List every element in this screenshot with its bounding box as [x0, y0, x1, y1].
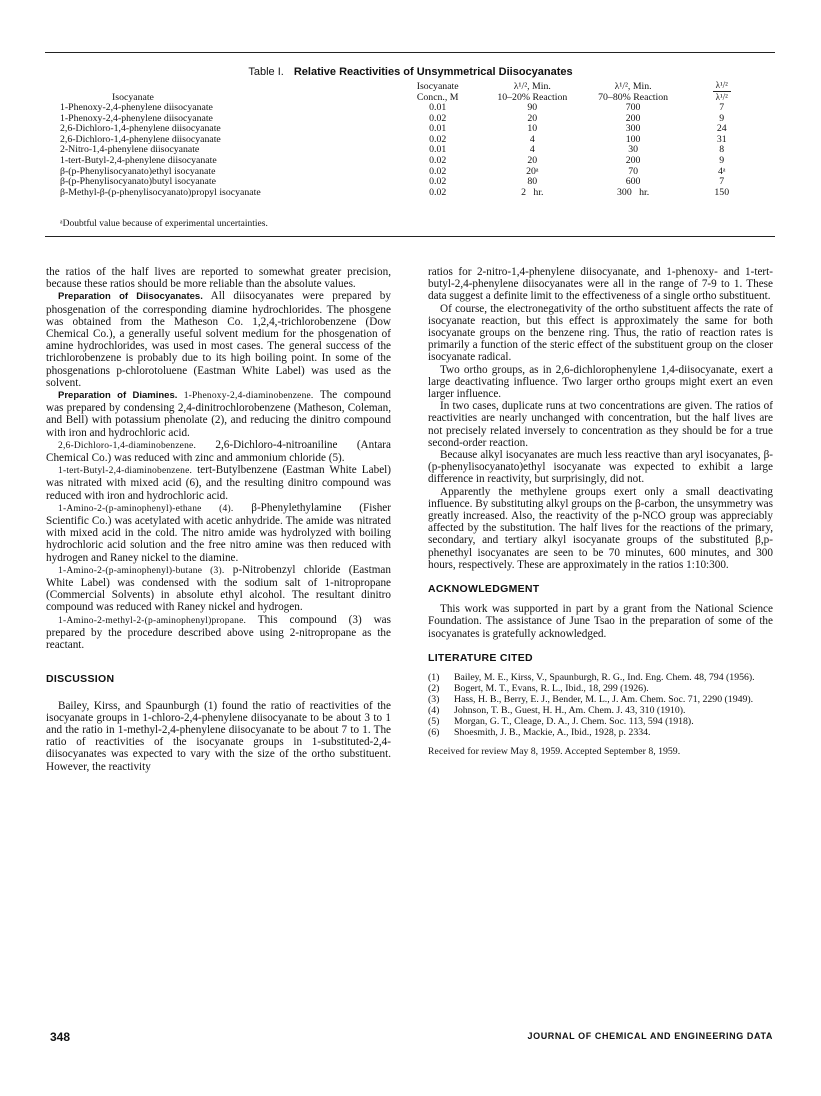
reference-text: Bailey, M. E., Kirss, V., Spaunburgh, R. G., Ind. Eng. Chem. 48, 794 (1956).: [454, 672, 755, 684]
cell-low-reaction: 4: [529, 133, 535, 145]
reference-item: [428, 705, 773, 716]
reference-text: Johnson, T. B., Guest, H. H., Am. Chem. J. 43, 310 (1910).: [454, 705, 686, 717]
paragraph: 1-Amino-2-methyl-2-(p-aminophenyl)propane. This compound (3) was prepared by the procedure described above using 2-nitropropane as the reactant.: [46, 613, 391, 652]
cell-concn: 0.01: [429, 102, 447, 113]
cell-concn: 0.02: [429, 133, 447, 145]
paragraph: Apparently the methylene groups exert only a small deactivating influence. By substituting alkyl groups on the β-carbon, the unsymmetry was greatly increased. Also, the reactivity of the p-NCO group was appreciably affected by the substitution. The half lives for the reactions of the primary, secondary, and tertiary alkyl isocyanate groups of the substituted β,p-phenethyl isocyanates are seen to be 70 minutes, 600 minutes, and 300 hours, respectively. These are approximately in the ratios 1:10:300.: [428, 485, 773, 571]
cell-ratio: 24: [716, 123, 727, 135]
cell-high-reaction: 30: [628, 144, 638, 156]
cell-concn: 0.02: [429, 176, 447, 188]
discussion-heading: DISCUSSION: [46, 673, 115, 686]
cell-low-reaction: 20ᵃ: [526, 165, 539, 177]
reference-item: [428, 694, 773, 705]
cell-isocyanate: β-(p-Phenylisocyanato)butyl isocyanate: [60, 176, 216, 188]
cell-concn: 0.01: [429, 144, 447, 156]
run-in-heading: Preparation of Diisocyanates.: [58, 291, 203, 303]
cell-low-reaction: 90: [527, 102, 538, 113]
cell-isocyanate: 1-Phenoxy-2,4-phenylene diisocyanate: [60, 112, 213, 124]
cell-high-reaction: 300 hr.: [617, 186, 650, 198]
reference-number: (4): [428, 705, 440, 717]
paragraph: 1-Amino-2-(p-aminophenyl)-ethane (4). β-Phenylethylamine (Fisher Scientific Co.) was acetylated with acetic anhydride. The amide was nitrated with mixed acid in the cold. The nitro amide was hydrolyzed with boiling hydrochloric acid solution and the free nitro amine was then reduced with hydrogen and Raney nickel to the diamine.: [46, 501, 391, 564]
cell-isocyanate: 1-tert-Butyl-2,4-phenylene diisocyanate: [60, 154, 217, 166]
reference-number: (1): [428, 672, 440, 684]
reference-text: Morgan, G. T., Cleage, D. A., J. Chem. Soc. 113, 594 (1918).: [454, 716, 694, 728]
header-ratio: $\frac{\text{λ¹/²}}{\text{λ¹/²}}$: [683, 80, 760, 103]
reference-number: (3): [428, 694, 440, 706]
page-number: 348: [50, 1030, 71, 1044]
paragraph: the ratios of the half lives are reported to somewhat greater precision, because these ratios should be more reliable than the absolute values.: [46, 266, 391, 291]
table-body: [60, 103, 760, 198]
paragraph: Because alkyl isocyanates are much less reactive than aryl isocyanates, β-(p-phenylisocyanato)ethyl isocyanate was expected to exhibit a large difference in reactivity, but surprisingly, did not.: [428, 449, 773, 486]
header-isocyanate: Isocyanate: [112, 92, 154, 103]
table-header-row: [60, 80, 760, 103]
header-concn: Isocyanate Concn., M: [416, 81, 459, 103]
table-row: [60, 103, 760, 114]
cell-high-reaction: 200: [625, 112, 641, 124]
paragraph: Two ortho groups, as in 2,6-dichlorophenylene 1,4-diisocyanate, exert a large deactivating influence. Two larger ortho groups might exert an even larger influence.: [428, 363, 773, 401]
paragraph: Of course, the electronegativity of the ortho substituent affects the rate of isocyanate reaction, but this effect is approximately the same for both isocyanate groups on the benzene ring. Thus, the ratio of reaction rates is primarily a function of the steric effect of the substituent group on the closer isocyanate radical.: [428, 302, 773, 364]
cell-high-reaction: 200: [625, 154, 641, 166]
cell-high-reaction: 700: [625, 102, 641, 113]
reference-list: [428, 672, 773, 738]
cell-low-reaction: 4: [529, 144, 535, 156]
reference-text: Bogert, M. T., Evans, R. L., Ibid., 18, 299 (1926).: [454, 683, 649, 695]
literature-heading: LITERATURE CITED: [428, 651, 533, 664]
cell-ratio: 9: [719, 112, 725, 124]
table-row: [60, 188, 760, 199]
paragraph: ratios for 2-nitro-1,4-phenylene diisocyanate, and 1-phenoxy- and 1-tert-butyl-2,4-phenylene diisocyanates were all in the range of 7-9 to 1. These data suggest a definite limit to the effectiveness of a single ortho substituent.: [428, 266, 773, 303]
cell-ratio: 7: [719, 102, 725, 113]
cell-low-reaction: 80: [527, 176, 538, 188]
cell-isocyanate: β-(p-Phenylisocyanato)ethyl isocyanate: [60, 165, 216, 177]
cell-ratio: 150: [714, 186, 730, 198]
reference-number: (2): [428, 683, 440, 695]
paragraph: Preparation of Diamines. 1-Phenoxy-2,4-diaminobenzene. The compound was prepared by condensing 2,4-dinitrochlorobenzene (Matheson, Coleman, and Bell) with potassium phenolate (2), and reducing the dinitro compound with iron and hydrochloric acid.: [46, 389, 392, 439]
cell-ratio: 31: [716, 133, 727, 145]
cell-high-reaction: 600: [625, 176, 641, 188]
reactivity-table: [60, 80, 760, 198]
table-footnote: ᵃDoubtful value because of experimental uncertainties.: [60, 219, 268, 229]
cell-high-reaction: 70: [628, 165, 638, 177]
cell-concn: 0.01: [429, 123, 447, 135]
cell-concn: 0.02: [429, 186, 447, 198]
cell-ratio: 7: [719, 176, 725, 188]
paragraph: 1-tert-Butyl-2,4-diaminobenzene. tert-Butylbenzene (Eastman White Label) was nitrated with mixed acid (6), and the resulting dinitro compound was reduced with iron and hydrochloric acid.: [46, 464, 391, 502]
run-in-heading: Preparation of Diamines.: [58, 390, 178, 402]
cell-isocyanate: β-Methyl-β-(p-phenylisocyanato)propyl isocyanate: [60, 186, 261, 198]
left-column: [46, 266, 391, 773]
reference-number: (6): [428, 727, 440, 739]
acknowledgment-heading: ACKNOWLEDGMENT: [428, 583, 540, 596]
received-line: Received for review May 8, 1959. Accepted September 8, 1959.: [428, 746, 681, 758]
table-caption: [0, 66, 821, 78]
reference-item: [428, 672, 773, 683]
paragraph: 2,6-Dichloro-1,4-diaminobenzene. 2,6-Dichloro-4-nitroaniline (Antara Chemical Co.) was reduced with zinc and ammonium chloride (5).: [46, 438, 391, 465]
cell-isocyanate: 2,6-Dichloro-1,4-phenylene diisocyanate: [60, 123, 221, 135]
table-title: Relative Reactivities of Unsymmetrical Diisocyanates: [293, 66, 573, 78]
reference-text: Shoesmith, J. B., Mackie, A., Ibid., 1928, p. 2334.: [454, 727, 651, 739]
cell-ratio: 9: [719, 154, 725, 166]
paragraph: In two cases, duplicate runs at two concentrations are given. The ratios of reactivities are nearly unchanged with concentration, but the half lives are not precisely related inversely to concentration as they should be for a true second-order reaction.: [428, 400, 773, 449]
right-column: [428, 266, 773, 758]
paragraph: Bailey, Kirss, and Spaunburgh (1) found the ratio of reactivities of the isocyanate groups in 1-chloro-2,4-phenylene diisocyanate to be about 3 to 1 and the ratio in 1-methyl-2,4-phenylene diisocyanate to be about 7 to 1. The ratio of reactivities of the isocyanate groups in 1-substituted-2,4-diisocyanates was expected to vary with the size of the ortho substituent. However, the reactivity: [46, 699, 391, 773]
cell-ratio: 4ᵃ: [717, 165, 726, 177]
cell-concn: 0.02: [429, 154, 447, 166]
cell-high-reaction: 300: [625, 123, 641, 135]
paragraph: 1-Amino-2-(p-aminophenyl)-butane (3). p-Nitrobenzyl chloride (Eastman White Label) was condensed with the sodium salt of 1-nitropropane (Commercial Solvents) in absolute ethyl alcohol. The resultant dinitro compound was reduced with Raney nickel and hydrogen.: [46, 563, 391, 614]
cell-concn: 0.02: [429, 112, 447, 124]
header-low-reaction: λ¹/², Min. 10–20% Reaction: [497, 81, 568, 103]
cell-low-reaction: 20: [527, 112, 538, 124]
reference-item: [428, 727, 773, 738]
table-row: [60, 156, 760, 167]
paragraph: Preparation of Diisocyanates. All diisocyanates were prepared by phosgenation of the corresponding diamine hydrochlorides. The phosgene was obtained from the Matheson Co. 1,2,4,-trichlorobenzene (Dow Chemical Co.), a generally useful solvent medium for the phosgenation of amine hydrochlorides, was used in most cases. The general success of the trichlorobenzene is probably due to its high boiling point. In some of the phosgenations p-chlorotoluene (Eastman White Label) was used as the solvent.: [46, 290, 391, 389]
cell-ratio: 8: [719, 144, 725, 156]
cell-concn: 0.02: [429, 165, 447, 177]
cell-low-reaction: 20: [527, 154, 538, 166]
reference-item: [428, 683, 773, 694]
cell-low-reaction: 10: [527, 123, 538, 135]
reference-number: (5): [428, 716, 440, 728]
header-high-reaction: λ¹/², Min. 70–80% Reaction: [598, 81, 669, 103]
journal-name: JOURNAL OF CHEMICAL AND ENGINEERING DATA: [527, 1031, 773, 1041]
cell-isocyanate: 2,6-Dichloro-1,4-phenylene diisocyanate: [60, 133, 221, 145]
cell-isocyanate: 1-Phenoxy-2,4-phenylene diisocyanate: [60, 102, 213, 113]
table-label: Table I.: [248, 66, 284, 78]
cell-high-reaction: 100: [625, 133, 641, 145]
table-bottom-rule: [45, 236, 775, 237]
reference-text: Hass, H. B., Berry, E. J., Bender, M. L., J. Am. Chem. Soc. 71, 2290 (1949).: [454, 694, 754, 706]
cell-isocyanate: 2-Nitro-1,4-phenylene diisocyanate: [60, 144, 200, 156]
cell-low-reaction: 2 hr.: [521, 186, 544, 198]
paragraph: This work was supported in part by a grant from the National Science Foundation. The assistance of June Tsao in the preparation of some of the isocyanates is gratefully acknowledged.: [428, 603, 773, 640]
reference-item: [428, 716, 773, 727]
top-rule: [45, 52, 775, 53]
